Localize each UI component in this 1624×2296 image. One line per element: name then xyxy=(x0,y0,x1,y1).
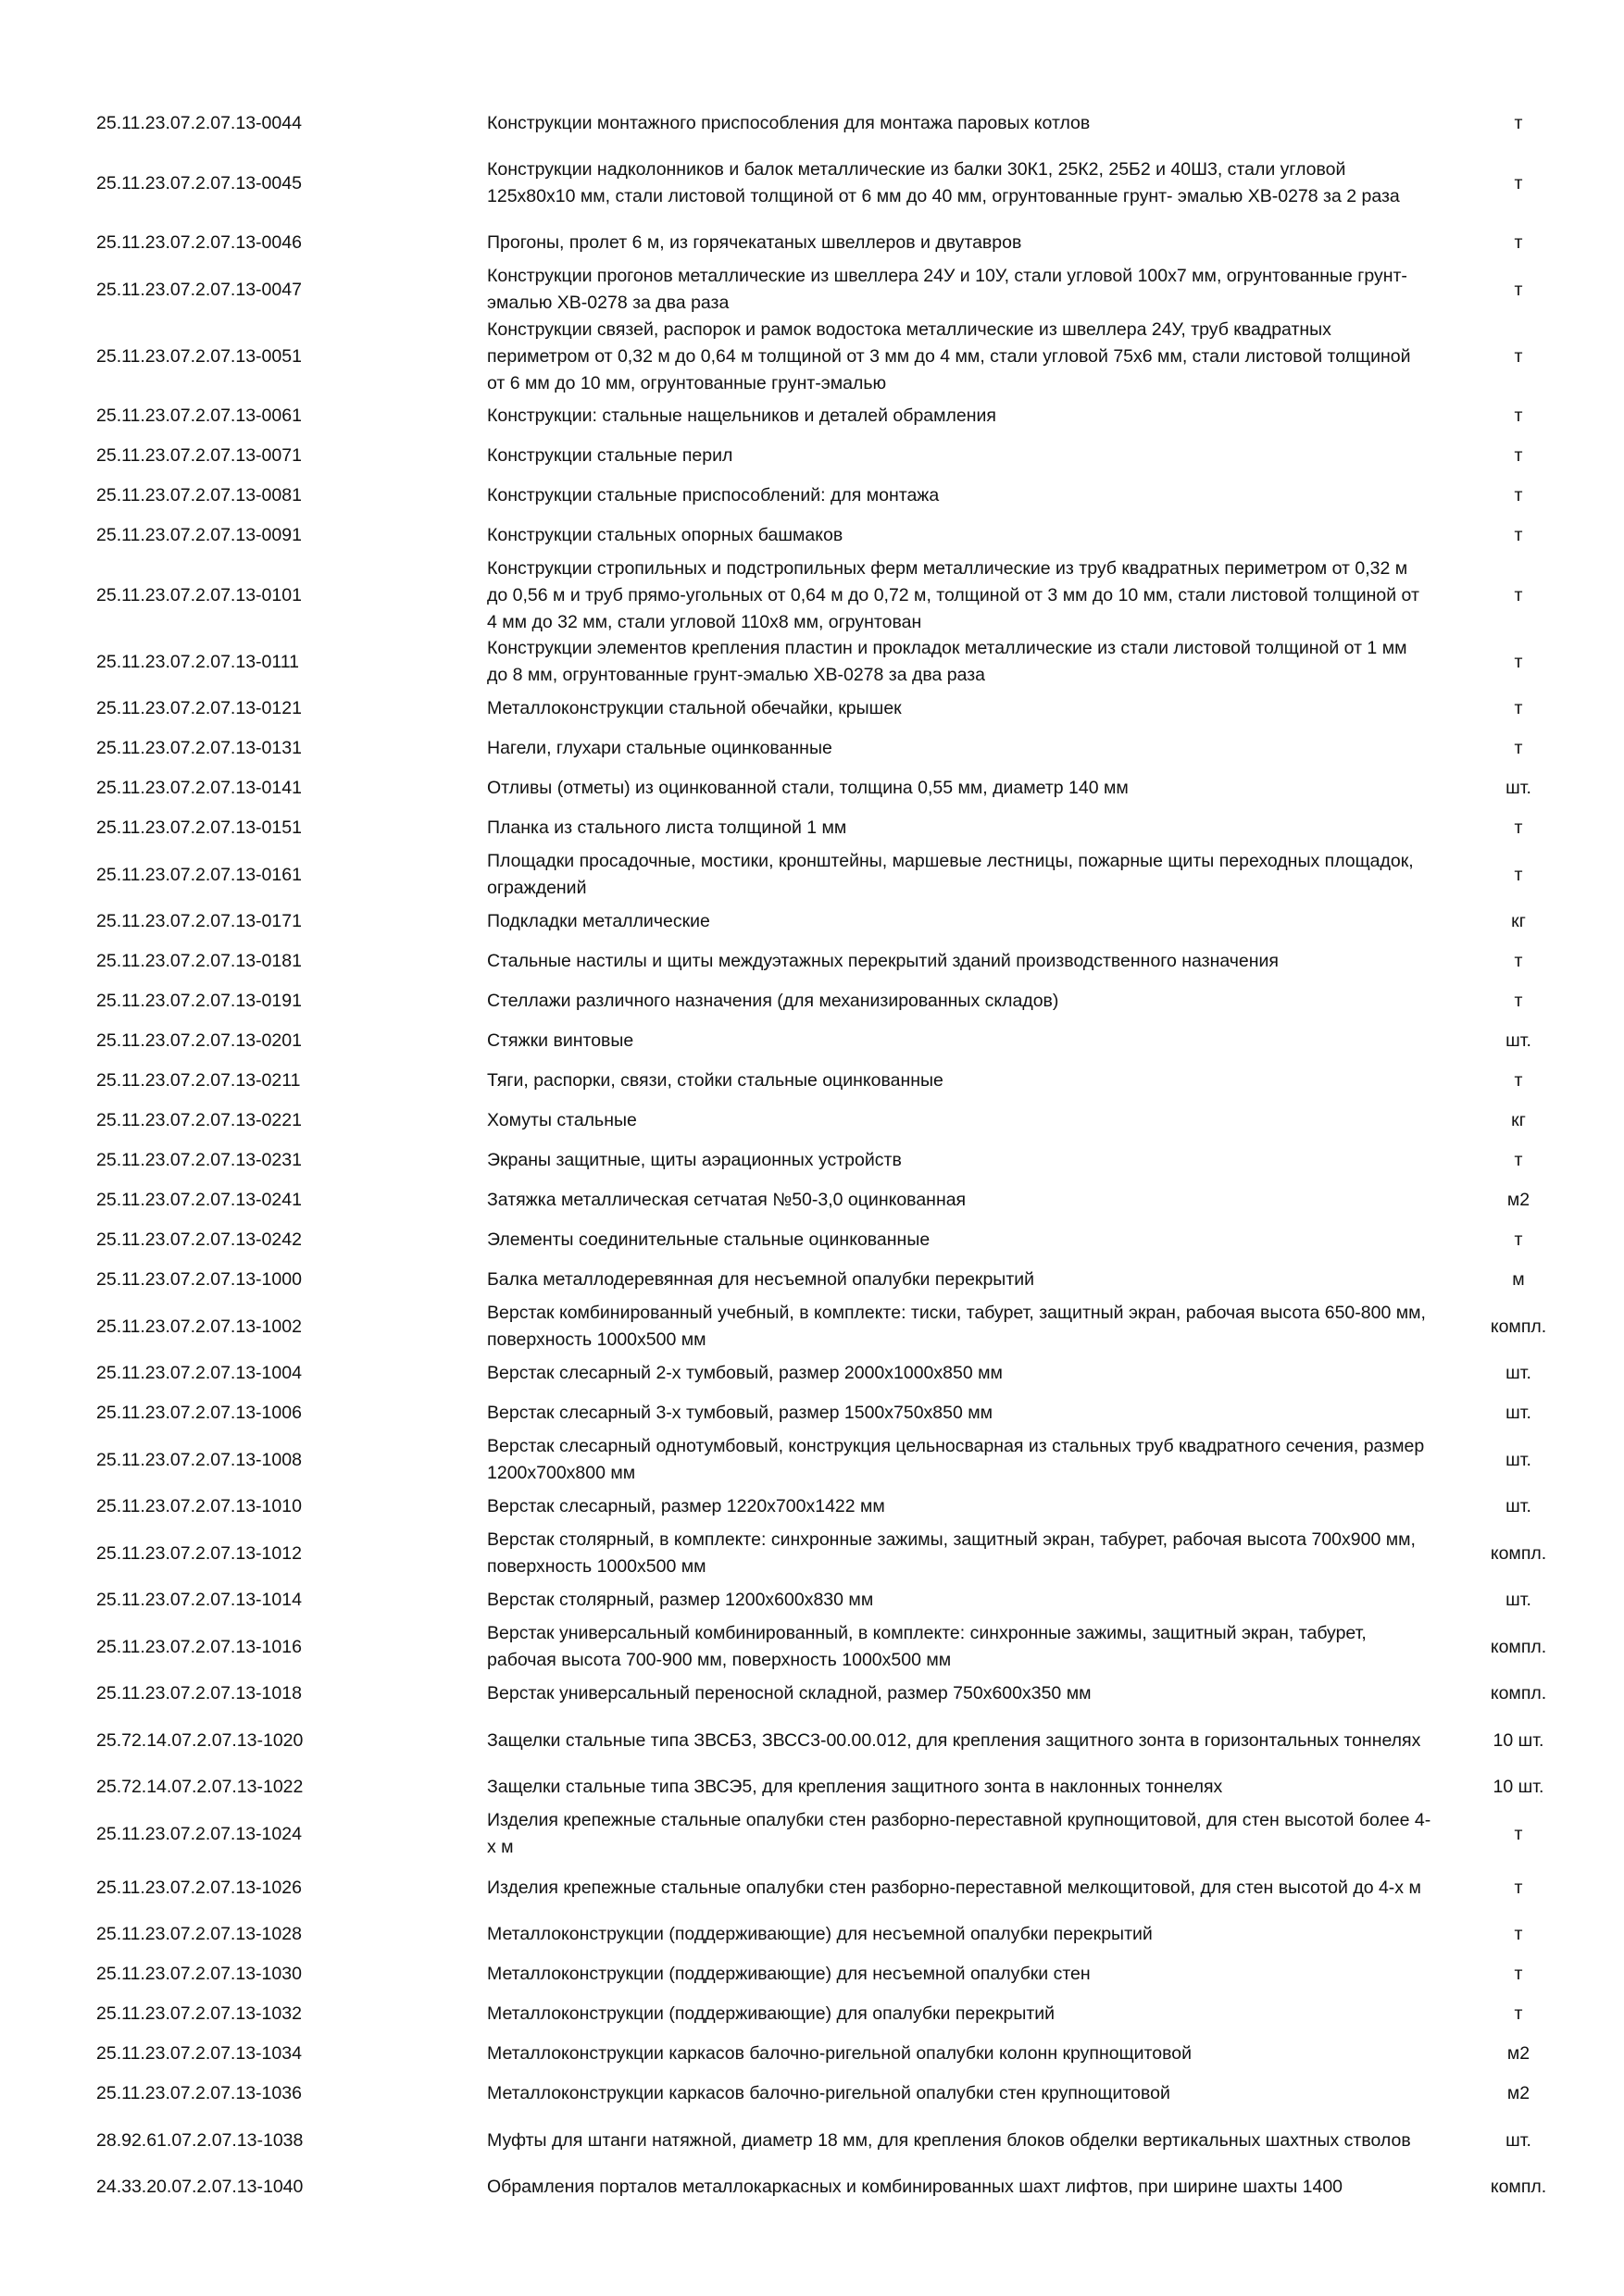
resource-description: Верстак слесарный 2-х тумбовый, размер 2000х1000х850 мм xyxy=(487,1363,1003,1383)
resource-code: 25.11.23.07.2.07.13-0242 xyxy=(96,1229,302,1250)
resource-description: Балка металлодеревянная для несъемной опалубки перекрытий xyxy=(487,1269,1035,1290)
unit-of-measure: кг xyxy=(1511,1110,1526,1130)
unit-of-measure: компл. xyxy=(1490,1683,1547,1703)
unit-of-measure: т xyxy=(1514,1924,1523,1944)
resource-code: 25.11.23.07.2.07.13-0171 xyxy=(96,911,302,931)
resource-code: 25.11.23.07.2.07.13-0081 xyxy=(96,485,302,505)
resource-description: Отливы (отметы) из оцинкованной стали, толщина 0,55 мм, диаметр 140 мм xyxy=(487,778,1129,798)
unit-of-measure: м2 xyxy=(1506,2043,1530,2064)
resource-description: Верстак столярный, в комплекте: синхронные зажимы, защитный экран, табурет, рабочая высота 700х900 мм, поверхность 1000х500 мм xyxy=(487,1529,1416,1577)
resource-code: 25.11.23.07.2.07.13-1018 xyxy=(96,1683,302,1703)
unit-of-measure: шт. xyxy=(1505,1403,1531,1423)
resource-code: 25.11.23.07.2.07.13-0051 xyxy=(96,345,302,367)
resource-description: Верстак столярный, размер 1200х600х830 мм xyxy=(487,1590,874,1610)
resource-description: Конструкции надколонников и балок металлические из балки 30К1, 25К2, 25Б2 и 40Ш3, стали угловой 125х80х10 мм, стали листовой толщиной от 6 мм до 40 мм, огрунтованные грунт- эмалью ХВ-0278 за 2 раза xyxy=(487,159,1400,206)
resource-description: Изделия крепежные стальные опалубки стен разборно-переставной мелкощитовой, для стен высотой до 4-х м xyxy=(487,1877,1421,1898)
resource-description: Защелки стальные типа ЗВСЭ5, для крепления защитного зонта в наклонных тоннелях xyxy=(487,1777,1223,1797)
resource-code: 25.11.23.07.2.07.13-1026 xyxy=(96,1877,302,1898)
resource-code: 25.11.23.07.2.07.13-0045 xyxy=(96,172,302,193)
table-row xyxy=(96,2167,1587,2207)
resource-description: Металлоконструкции (поддерживающие) для несъемной опалубки стен xyxy=(487,1964,1091,1984)
unit-of-measure: шт. xyxy=(1505,1496,1531,1516)
resource-code: 25.72.14.07.2.07.13-1020 xyxy=(96,1729,304,1751)
table-row xyxy=(96,436,1587,476)
resource-code: 25.11.23.07.2.07.13-0221 xyxy=(96,1110,302,1130)
resource-code: 25.11.23.07.2.07.13-0161 xyxy=(96,864,302,885)
resource-description: Конструкции элементов крепления пластин и прокладок металлические из стали листовой толщиной от 1 мм до 8 мм, огрунтованные грунт-эмалью ХВ-0278 за два раза xyxy=(487,638,1407,685)
unit-of-measure: т xyxy=(1514,738,1523,758)
unit-of-measure: м xyxy=(1512,1269,1525,1290)
resource-description: Затяжка металлическая сетчатая №50-3,0 оцинкованная xyxy=(487,1190,967,1210)
unit-of-measure: т xyxy=(1514,864,1523,885)
unit-of-measure: т xyxy=(1514,279,1523,300)
resource-description: Металлоконструкции (поддерживающие) для опалубки перекрытий xyxy=(487,2003,1056,2024)
unit-of-measure: т xyxy=(1514,584,1523,605)
resource-code: 25.11.23.07.2.07.13-0101 xyxy=(96,584,302,605)
resource-code: 25.11.23.07.2.07.13-1032 xyxy=(96,2003,302,2024)
table-row xyxy=(96,1300,1587,1354)
unit-of-measure: 10 шт. xyxy=(1493,1729,1544,1751)
resource-description: Тяги, распорки, связи, стойки стальные оцинкованные xyxy=(487,1070,943,1091)
resource-description: Верстак слесарный, размер 1220х700х1422 мм xyxy=(487,1496,885,1516)
resource-code: 25.11.23.07.2.07.13-1006 xyxy=(96,1403,302,1423)
table-row xyxy=(96,1141,1587,1180)
unit-of-measure: кг xyxy=(1511,911,1526,931)
table-row xyxy=(96,396,1587,436)
resource-description: Конструкции прогонов металлические из швеллера 24У и 10У, стали угловой 100х7 мм, огрунтованные грунт-эмалью ХВ-0278 за два раза xyxy=(487,266,1407,313)
unit-of-measure: т xyxy=(1514,2003,1523,2024)
resource-code: 25.11.23.07.2.07.13-0111 xyxy=(96,651,300,672)
resource-description: Конструкции связей, распорок и рамок водостока металлические из швеллера 24У, труб квадратных периметром от 0,32 м до 0,64 м толщиной от 3 мм до 4 мм, стали угловой 75х6 мм, стали листовой толщиной от 6 мм до 10 мм, огрунтованные грунт-эмалью xyxy=(487,318,1411,393)
resource-description: Верстак слесарный 3-х тумбовый, размер 1500х750х850 мм xyxy=(487,1403,993,1423)
resource-description: Верстак универсальный переносной складной, размер 750х600х350 мм xyxy=(487,1683,1092,1703)
table-row xyxy=(96,1433,1587,1487)
table-row xyxy=(96,1487,1587,1527)
table-row xyxy=(96,555,1587,635)
resource-code: 25.11.23.07.2.07.13-0091 xyxy=(96,525,302,545)
table-row xyxy=(96,981,1587,1021)
unit-of-measure: т xyxy=(1514,651,1523,672)
resource-code: 25.11.23.07.2.07.13-1004 xyxy=(96,1363,302,1383)
resource-code: 25.11.23.07.2.07.13-0181 xyxy=(96,951,302,971)
resource-code: 25.11.23.07.2.07.13-1036 xyxy=(96,2083,302,2103)
unit-of-measure: т xyxy=(1514,1877,1523,1898)
resource-code: 25.11.23.07.2.07.13-1000 xyxy=(96,1269,302,1290)
table-row xyxy=(96,1260,1587,1300)
resource-code: 24.33.20.07.2.07.13-1040 xyxy=(96,2177,304,2197)
unit-of-measure: компл. xyxy=(1490,1542,1547,1564)
resource-description: Стеллажи различного назначения (для механизированных складов) xyxy=(487,991,1059,1011)
resource-description: Планка из стального листа толщиной 1 мм xyxy=(487,817,847,838)
unit-of-measure: компл. xyxy=(1490,1316,1547,1337)
resource-code: 25.11.23.07.2.07.13-0191 xyxy=(96,991,302,1011)
table-row xyxy=(96,1767,1587,1807)
resource-code: 25.11.23.07.2.07.13-1010 xyxy=(96,1496,302,1516)
unit-of-measure: т xyxy=(1514,1823,1523,1844)
table-row xyxy=(96,2034,1587,2074)
resource-code: 28.92.61.07.2.07.13-1038 xyxy=(96,2129,304,2151)
table-row xyxy=(96,1527,1587,1580)
table-row xyxy=(96,1354,1587,1393)
resource-code: 25.11.23.07.2.07.13-0071 xyxy=(96,445,302,466)
unit-of-measure: м2 xyxy=(1506,2083,1530,2103)
unit-of-measure: компл. xyxy=(1490,2177,1547,2197)
table-row xyxy=(96,1061,1587,1101)
resource-description: Стальные настилы и щиты междуэтажных перекрытий зданий производственного назначения xyxy=(487,951,1279,971)
resource-description: Стяжки винтовые xyxy=(487,1030,634,1051)
resource-description: Конструкции стропильных и подстропильных ферм металлические из труб квадратных периметром от 0,32 м до 0,56 м и труб прямо-угольных от 0,64 м до 0,72 м, толщиной от 3 мм до 10 мм, стали листовой толщиной от 4 мм до 32 мм, стали угловой 110х8 мм, огрунтован xyxy=(487,557,1419,632)
table-row xyxy=(96,1674,1587,1714)
table-row xyxy=(96,768,1587,808)
resource-code: 25.11.23.07.2.07.13-1034 xyxy=(96,2043,302,2064)
unit-of-measure: шт. xyxy=(1505,2129,1531,2151)
resource-code: 25.11.23.07.2.07.13-0121 xyxy=(96,698,302,718)
resource-code: 25.11.23.07.2.07.13-1002 xyxy=(96,1316,302,1337)
table-row xyxy=(96,1393,1587,1433)
table-row xyxy=(96,1620,1587,1674)
resource-code: 25.11.23.07.2.07.13-1030 xyxy=(96,1964,302,1984)
unit-of-measure: т xyxy=(1514,1229,1523,1250)
resource-code: 25.11.23.07.2.07.13-0151 xyxy=(96,817,302,838)
unit-of-measure: т xyxy=(1514,1150,1523,1170)
resource-description: Верстак комбинированный учебный, в комплекте: тиски, табурет, защитный экран, рабочая высота 650-800 мм, поверхность 1000х500 мм xyxy=(487,1303,1426,1350)
unit-of-measure: шт. xyxy=(1505,1449,1531,1470)
resource-description: Нагели, глухари стальные оцинкованные xyxy=(487,738,832,758)
resource-code: 25.11.23.07.2.07.13-0211 xyxy=(96,1070,301,1091)
resource-code: 25.11.23.07.2.07.13-0044 xyxy=(96,113,302,133)
resource-description: Конструкции стальные перил xyxy=(487,445,733,466)
resource-description: Хомуты стальные xyxy=(487,1110,637,1130)
table-row xyxy=(96,1915,1587,1954)
table-row xyxy=(96,689,1587,729)
unit-of-measure: т xyxy=(1514,525,1523,545)
resource-code: 25.11.23.07.2.07.13-1016 xyxy=(96,1636,302,1657)
resource-description: Верстак универсальный комбинированный, в комплекте: синхронные зажимы, защитный экран, табурет, рабочая высота 700-900 мм, поверхность 1000х500 мм xyxy=(487,1623,1367,1670)
resource-code: 25.11.23.07.2.07.13-0131 xyxy=(96,738,302,758)
unit-of-measure: т xyxy=(1514,698,1523,718)
unit-of-measure: т xyxy=(1514,817,1523,838)
resource-description: Конструкции монтажного приспособления для монтажа паровых котлов xyxy=(487,113,1091,133)
table-row xyxy=(96,848,1587,902)
resource-code: 25.11.23.07.2.07.13-1014 xyxy=(96,1590,302,1610)
unit-of-measure: т xyxy=(1514,172,1523,193)
resource-code: 25.11.23.07.2.07.13-1028 xyxy=(96,1924,302,1944)
resource-code: 25.11.23.07.2.07.13-0231 xyxy=(96,1150,302,1170)
resource-description: Защелки стальные типа ЗВСБЗ, ЗВСС3-00.00.012, для крепления защитного зонта в горизонтальных тоннелях xyxy=(487,1729,1421,1751)
resource-code: 25.11.23.07.2.07.13-1008 xyxy=(96,1449,302,1470)
resource-code: 25.11.23.07.2.07.13-0141 xyxy=(96,778,302,798)
resource-description: Конструкции: стальные нащельников и деталей обрамления xyxy=(487,406,996,426)
table-row xyxy=(96,635,1587,689)
unit-of-measure: т xyxy=(1514,232,1523,253)
unit-of-measure: т xyxy=(1514,445,1523,466)
resource-code: 25.72.14.07.2.07.13-1022 xyxy=(96,1777,304,1797)
table-row xyxy=(96,1180,1587,1220)
table-row xyxy=(96,1861,1587,1915)
unit-of-measure: т xyxy=(1514,485,1523,505)
resource-description: Муфты для штанги натяжной, диаметр 18 мм, для крепления блоков обделки вертикальных шахтных стволов xyxy=(487,2129,1411,2151)
unit-of-measure: компл. xyxy=(1490,1636,1547,1657)
table-row xyxy=(96,317,1587,396)
resource-code: 25.11.23.07.2.07.13-0046 xyxy=(96,232,302,253)
resource-description: Подкладки металлические xyxy=(487,911,710,931)
table-row xyxy=(96,902,1587,942)
table-row xyxy=(96,1954,1587,1994)
resource-code: 25.11.23.07.2.07.13-0061 xyxy=(96,406,302,426)
table-row xyxy=(96,1580,1587,1620)
table-row xyxy=(96,476,1587,516)
table-row xyxy=(96,2074,1587,2114)
unit-of-measure: шт. xyxy=(1505,778,1531,798)
resource-description: Металлоконструкции (поддерживающие) для несъемной опалубки перекрытий xyxy=(487,1924,1153,1944)
unit-of-measure: т xyxy=(1514,406,1523,426)
unit-of-measure: шт. xyxy=(1505,1590,1531,1610)
resource-description: Металлоконструкции каркасов балочно-ригельной опалубки колонн крупнощитовой xyxy=(487,2043,1192,2064)
table-row xyxy=(96,144,1587,223)
table-row xyxy=(96,1714,1587,1767)
resource-description: Конструкции стальных опорных башмаков xyxy=(487,525,843,545)
resource-code: 25.11.23.07.2.07.13-0047 xyxy=(96,279,302,300)
resource-description: Площадки просадочные, мостики, кронштейны, маршевые лестницы, пожарные щиты переходных площадок, ограждений xyxy=(487,851,1414,898)
table-row xyxy=(96,1021,1587,1061)
table-row xyxy=(96,223,1587,263)
resource-description: Верстак слесарный однотумбовый, конструкция цельносварная из стальных труб квадратного сечения, размер 1200х700х800 мм xyxy=(487,1436,1425,1483)
unit-of-measure: шт. xyxy=(1505,1030,1531,1051)
resource-code: 25.11.23.07.2.07.13-1012 xyxy=(96,1542,302,1564)
price-table xyxy=(96,104,1587,2207)
resource-code: 25.11.23.07.2.07.13-0201 xyxy=(96,1030,302,1051)
unit-of-measure: шт. xyxy=(1505,1363,1531,1383)
table-row xyxy=(96,1994,1587,2034)
unit-of-measure: т xyxy=(1514,345,1523,367)
unit-of-measure: т xyxy=(1514,1964,1523,1984)
table-row xyxy=(96,1220,1587,1260)
table-row xyxy=(96,516,1587,555)
resource-description: Изделия крепежные стальные опалубки стен разборно-переставной крупнощитовой, для стен высотой более 4-х м xyxy=(487,1810,1431,1857)
table-row xyxy=(96,942,1587,981)
resource-description: Металлоконструкции стальной обечайки, крышек xyxy=(487,698,902,718)
table-row xyxy=(96,1101,1587,1141)
resource-description: Обрамления порталов металлокаркасных и комбинированных шахт лифтов, при ширине шахты 1400 xyxy=(487,2177,1343,2197)
resource-description: Металлоконструкции каркасов балочно-ригельной опалубки стен крупнощитовой xyxy=(487,2083,1170,2103)
resource-code: 25.11.23.07.2.07.13-0241 xyxy=(96,1190,302,1210)
unit-of-measure: т xyxy=(1514,1070,1523,1091)
resource-description: Экраны защитные, щиты аэрационных устройств xyxy=(487,1150,902,1170)
table-row xyxy=(96,729,1587,768)
table-row xyxy=(96,1807,1587,1861)
table-row xyxy=(96,2114,1587,2167)
resource-code: 25.11.23.07.2.07.13-1024 xyxy=(96,1823,302,1844)
unit-of-measure: м2 xyxy=(1506,1190,1530,1210)
resource-description: Прогоны, пролет 6 м, из горячекатаных швеллеров и двутавров xyxy=(487,232,1022,253)
unit-of-measure: 10 шт. xyxy=(1493,1777,1544,1797)
table-row xyxy=(96,263,1587,317)
table-row xyxy=(96,808,1587,848)
resource-description: Конструкции стальные приспособлений: для монтажа xyxy=(487,485,940,505)
table-row xyxy=(96,104,1587,144)
unit-of-measure: т xyxy=(1514,991,1523,1011)
resource-description: Элементы соединительные стальные оцинкованные xyxy=(487,1229,931,1250)
unit-of-measure: т xyxy=(1514,113,1523,133)
unit-of-measure: т xyxy=(1514,951,1523,971)
